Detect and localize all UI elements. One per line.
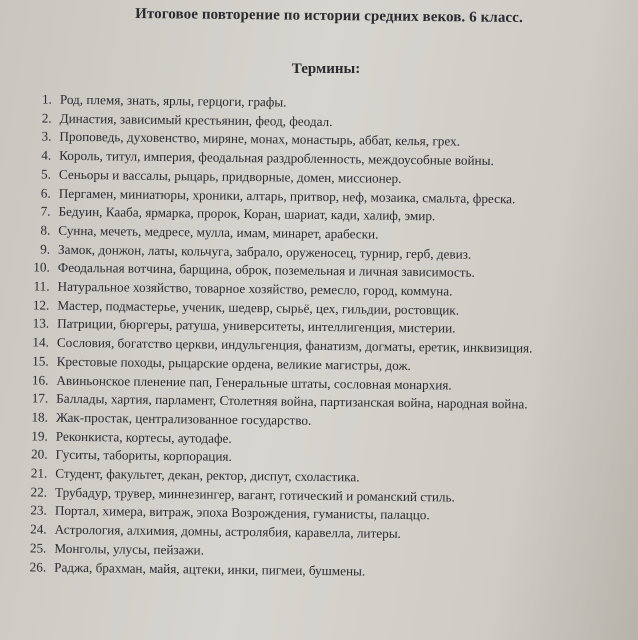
- list-item-text: Мастер, подмастерье, ученик, шедевр, сырьё, цех, гильдии, ростовщик.: [57, 297, 460, 318]
- list-item-number: 24.: [30, 521, 47, 537]
- section-heading: Термины:: [291, 61, 361, 77]
- list-item-number: 26.: [29, 558, 47, 575]
- list-item-number: 25.: [29, 540, 47, 556]
- list-item-number: 23.: [30, 502, 47, 519]
- list-item-number: 15.: [32, 353, 49, 369]
- list-item-number: 3.: [41, 128, 52, 145]
- list-item-text: Реконкиста, кортесы, аутодафе.: [55, 428, 232, 446]
- list-item-number: 17.: [31, 390, 49, 406]
- list-item-number: 4.: [41, 147, 52, 163]
- list-item-text: Авиньонское пленение пап, Генеральные штаты, сословная монархия.: [56, 372, 452, 393]
- list-item-text: Сунна, мечеть, медресе, мулла, имам, минарет, арабески.: [58, 222, 379, 242]
- list-item-text: Баллады, хартия, парламент, Столетняя война, партизанская война, народная война.: [56, 390, 528, 412]
- list-item-text: Гуситы, табориты, корпорация.: [55, 447, 232, 465]
- list-item-text: Портал, химера, витраж, эпоха Возрождения, гуманисты, палаццо.: [54, 503, 430, 523]
- list-item-text: Король, титул, империя, феодальная раздробленность, междоусобные войны.: [59, 147, 494, 169]
- list-item-text: Сословия, богатство церкви, индульгенция, фанатизм, догматы, еретик, инквизиция.: [56, 334, 533, 356]
- list-item-number: 9.: [40, 241, 51, 257]
- list-item-number: 13.: [32, 315, 50, 332]
- list-item-text: Натуральное хозяйство, товарное хозяйство, ремесло, город, коммуна.: [57, 278, 453, 299]
- list-item-number: 5.: [40, 166, 52, 182]
- list-item-number: 18.: [31, 409, 49, 425]
- list-item-number: 8.: [40, 222, 51, 238]
- terms-list: [0, 90, 638, 584]
- list-item-number: 20.: [30, 446, 48, 462]
- list-item-text: Раджа, брахман, майя, ацтеки, инки, пигмеи, бушмены.: [54, 559, 366, 579]
- list-item-number: 7.: [40, 203, 51, 219]
- list-item-text: Трубадур, трувер, миннезингер, вагант, готический и романский стиль.: [55, 484, 455, 505]
- list-item-number: 22.: [30, 484, 48, 500]
- list-item-text: Замок, донжон, латы, кольчуга, забрало, оруженосец, турнир, герб, девиз.: [57, 241, 472, 262]
- list-item-text: Патриции, бюргеры, ратуша, университеты, интеллигенция, мистерии.: [57, 316, 456, 337]
- list-item-number: 6.: [40, 185, 51, 201]
- list-item-text: Крестовые походы, рыцарские ордена, великие магистры, дож.: [56, 353, 411, 373]
- list-item-number: 11.: [33, 278, 50, 294]
- list-item-text: Пергамен, миниатюры, хроники, алтарь, притвор, неф, мозаика, смальта, фреска.: [58, 185, 516, 206]
- list-item-text: Проповедь, духовенство, миряне, монах, монастырь, аббат, келья, грех.: [59, 129, 461, 150]
- list-item-text: Студент, факультет, декан, ректор, диспут, схоластика.: [55, 465, 360, 485]
- list-item-number: 19.: [31, 428, 48, 444]
- list-item-number: 16.: [31, 371, 49, 388]
- list-item-number: 14.: [32, 334, 50, 350]
- list-item-text: Жак-простак, централизованное государство.: [55, 409, 312, 428]
- list-item-text: Бедуин, Кааба, ярмарка, пророк, Коран, шариат, кади, халиф, эмир.: [58, 203, 436, 224]
- document-title: Итоговое повторение по истории средних веков. 6 класс.: [135, 5, 523, 27]
- list-item-text: Династия, зависимый крестьянин, феод, феодал.: [59, 110, 333, 129]
- list-item-number: 2.: [41, 110, 52, 126]
- list-item-number: 1.: [41, 91, 52, 107]
- list-item-text: Феодальная вотчина, барщина, оброк, поземельная и личная зависимость.: [57, 260, 475, 281]
- list-item-number: 12.: [32, 297, 50, 313]
- list-item-text: Астрология, алхимия, домны, астролябия, каравелла, литеры.: [54, 521, 402, 542]
- list-item-text: Род, племя, знать, ярлы, герцоги, графы.: [59, 91, 287, 110]
- list-item-text: Монголы, улусы, пейзажи.: [54, 540, 205, 558]
- list-item-number: 21.: [30, 465, 48, 481]
- list-item-text: Сеньоры и вассалы, рыцарь, придворные, домен, миссионер.: [58, 166, 402, 186]
- list-item-number: 10.: [33, 259, 50, 275]
